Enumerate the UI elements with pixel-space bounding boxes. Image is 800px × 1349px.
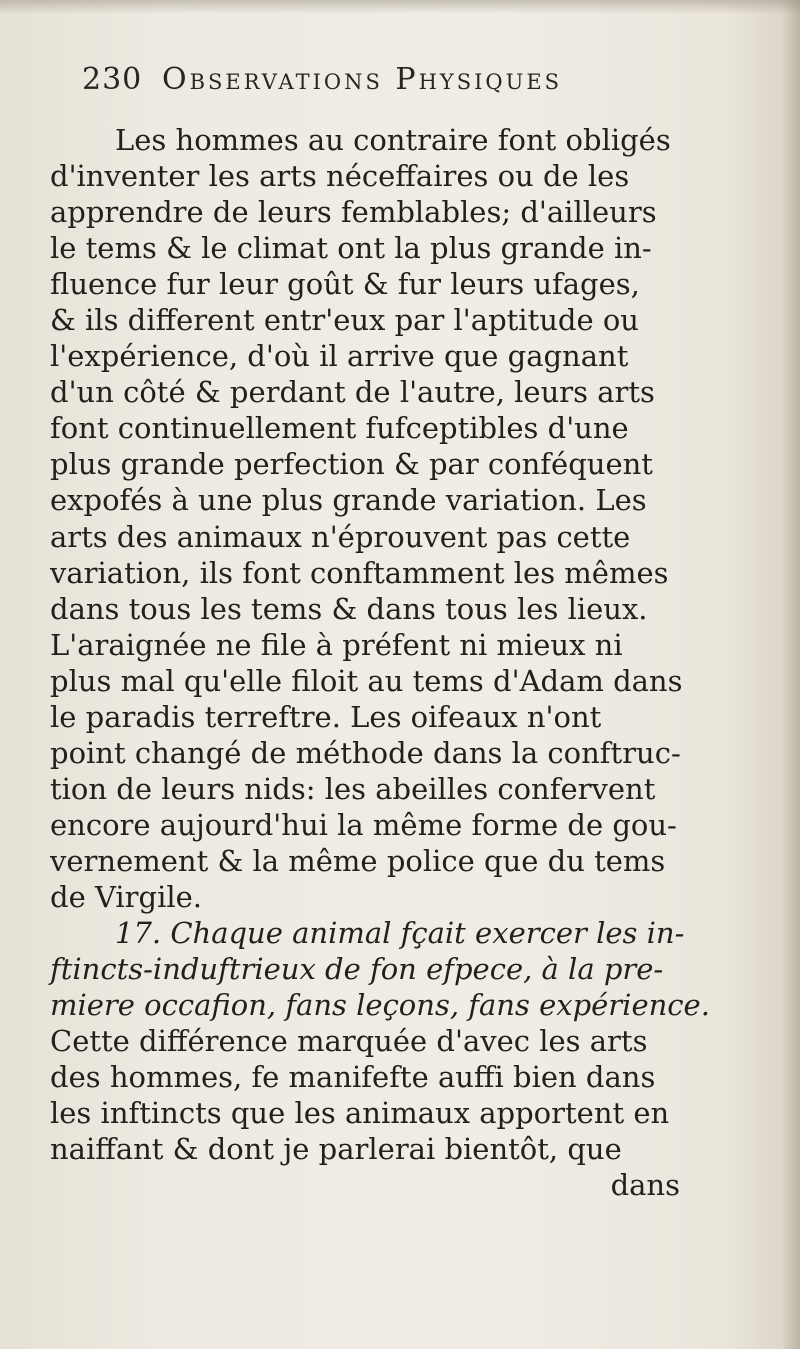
- running-title: Observations Physiques: [162, 62, 563, 97]
- text-line: le paradis terreftre. Les oifeaux n'ont: [50, 699, 602, 734]
- text-line: d'inventer les arts néceffaires ou de les: [50, 159, 630, 194]
- text-line: Les hommes au contraire font obligés: [115, 123, 671, 157]
- text-line: de Virgile.: [50, 879, 203, 914]
- text-line: vernement & la même police que du tems: [50, 843, 666, 878]
- page-header: [82, 58, 682, 110]
- text-line: fluence fur leur goût & fur leurs ufages,: [50, 267, 640, 302]
- text-line: L'araignée ne file à préfent ni mieux ni: [50, 627, 623, 662]
- text-line: plus mal qu'elle filoit au tems d'Adam dans: [50, 663, 683, 698]
- text-line: expofés à une plus grande variation. Les: [50, 483, 647, 518]
- text-line: naiffant & dont je parlerai bientôt, que: [50, 1132, 622, 1167]
- page-edge-shadow: [782, 0, 800, 1349]
- text-line: des hommes, fe manifefte auffi bien dans: [50, 1060, 656, 1095]
- text-line: point changé de méthode dans la conftruc-: [50, 735, 681, 770]
- text-line: font continuellement fufceptibles d'une: [50, 411, 629, 446]
- text-line: dans tous les tems & dans tous les lieux.: [50, 591, 648, 626]
- text-line: tion de leurs nids: les abeilles confervent: [50, 771, 656, 806]
- section-heading-line: ftincts-induftrieux de fon efpece, à la pre-: [50, 952, 664, 987]
- text-line: variation, ils font conftamment les mêmes: [50, 555, 669, 590]
- body-text: [50, 122, 710, 1203]
- text-line: apprendre de leurs femblables; d'ailleurs: [50, 195, 657, 230]
- text-line: plus grande perfection & par conféquent: [50, 447, 653, 482]
- section-heading-line: miere occafion, fans leçons, fans expérience.: [50, 988, 710, 1023]
- text-line: d'un côté & perdant de l'autre, leurs arts: [50, 375, 655, 410]
- page-number: 230: [82, 62, 143, 97]
- text-line: encore aujourd'hui la même forme de gou-: [50, 807, 677, 842]
- text-line: & ils different entr'eux par l'aptitude ou: [50, 303, 639, 338]
- page-top-shadow: [0, 0, 800, 14]
- catchword: dans: [610, 1168, 680, 1203]
- section-heading-line: 17. Chaque animal fçait exercer les in-: [115, 916, 685, 951]
- text-line: les inftincts que les animaux apportent en: [50, 1096, 670, 1131]
- text-line: arts des animaux n'éprouvent pas cette: [50, 519, 631, 554]
- text-line: le tems & le climat ont la plus grande in-: [50, 231, 652, 266]
- text-line: l'expérience, d'où il arrive que gagnant: [50, 339, 629, 374]
- text-line: Cette différence marquée d'avec les arts: [50, 1024, 648, 1059]
